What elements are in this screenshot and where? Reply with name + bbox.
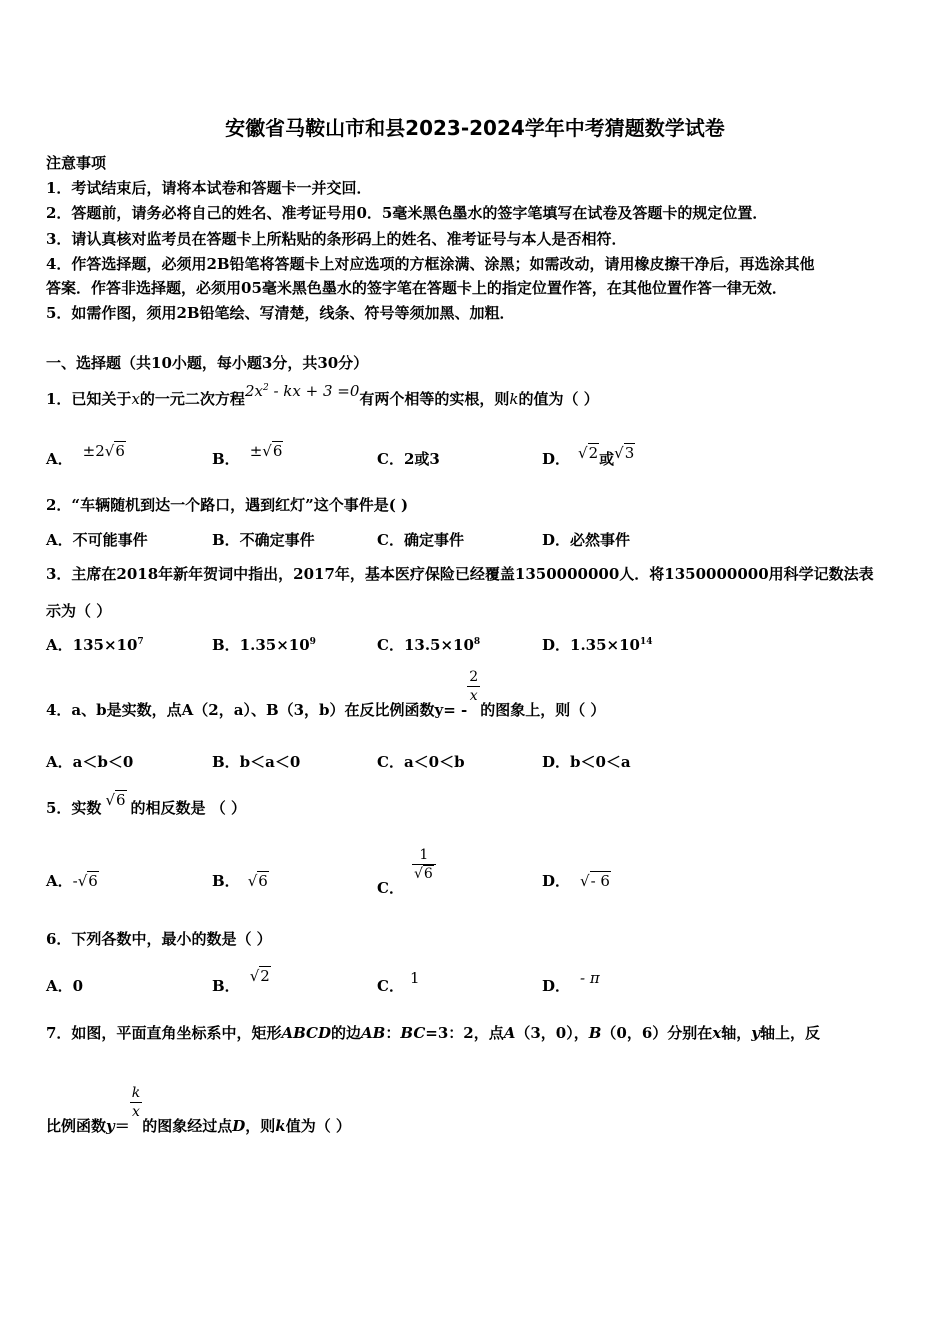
pm: ±: [249, 442, 263, 460]
option-value: ±2√6: [82, 442, 125, 460]
q7-text: ：: [385, 1024, 401, 1042]
q1-var: x: [131, 390, 140, 408]
note-item: 答案．作答非选择题，必须用05毫米黑色墨水的签字笔在答题卡上的指定位置作答，在其他位置作答一律无效．: [46, 279, 787, 297]
q7-text: 比例函数: [46, 1116, 107, 1135]
option-b[interactable]: [212, 442, 283, 469]
option-label: D．: [542, 977, 571, 995]
q5-text: 5．实数: [46, 799, 102, 817]
note-item: 5．如需作图，须用2B铅笔绘、写清楚，线条、符号等须加黑、加粗．: [46, 304, 515, 322]
option-value: √- 6: [580, 872, 610, 890]
question-1: [46, 382, 599, 409]
option-d[interactable]: [542, 634, 653, 655]
exponent: 9: [309, 637, 316, 647]
radicand: 6: [88, 872, 98, 890]
q4-text: 的图象上，则（ ）: [480, 700, 606, 719]
option-d[interactable]: D．必然事件: [542, 531, 631, 549]
q7-var: B: [588, 1024, 602, 1042]
q7-text: ，则: [245, 1116, 276, 1135]
option-c[interactable]: [377, 846, 436, 897]
option-a[interactable]: A．a＜b＜0: [46, 753, 134, 771]
q7-text: 值为（ ）: [285, 1116, 351, 1135]
radicand: 6: [116, 791, 126, 809]
option-text: C．13.5×10: [377, 636, 474, 654]
q1-text: 的值为（ ）: [518, 390, 599, 408]
option-label: C．: [377, 977, 404, 995]
eq-part: - kx + 3 =0: [268, 382, 360, 400]
q7-var: ABCD: [281, 1024, 331, 1042]
question-3: 3．主席在2018年新年贺词中指出，2017年，基本医疗保险已经覆盖1350000000人．将1350000000用科学记数法表: [46, 565, 874, 583]
option-a[interactable]: [46, 870, 99, 891]
option-label: A．: [46, 872, 73, 890]
section-heading: 一、选择题（共10小题，每小题3分，共30分）: [46, 354, 369, 372]
option-label: D．: [542, 872, 571, 890]
radicand: - 6: [590, 872, 610, 890]
option-value: √3: [614, 444, 635, 462]
q7-text: 轴上，反: [759, 1024, 820, 1042]
option-value: 1: [409, 969, 420, 987]
q1-text: 的一元二次方程: [139, 390, 245, 408]
sqrt-value: √6: [105, 791, 126, 809]
denominator: x: [132, 1104, 140, 1120]
q1-text: 有两个相等的实根，则: [359, 390, 510, 408]
numerator: 1: [412, 846, 436, 865]
option-a[interactable]: [46, 442, 126, 469]
option-text: A．135×10: [46, 636, 138, 654]
question-4: [46, 668, 606, 719]
q7-text: 轴，: [721, 1024, 752, 1042]
page-title: 安徽省马鞍山市和县2023-2024学年中考猜题数学试卷: [225, 116, 725, 140]
q1-text: 1．已知关于: [46, 390, 132, 408]
q1-var: k: [509, 390, 519, 408]
note-item: 4．作答选择题，必须用2B铅笔将答题卡上对应选项的方框涂满、涂黑；如需改动，请用橡皮擦干净后，再选涂其他: [46, 255, 815, 273]
option-value: √6: [77, 872, 98, 890]
denominator: x: [469, 688, 478, 704]
radicand: 6: [272, 442, 283, 460]
q7-text: （3，0），: [515, 1024, 589, 1042]
exponent: 14: [639, 637, 653, 647]
option-text: D．1.35×10: [542, 636, 640, 654]
option-text: B．1.35×10: [212, 636, 310, 654]
option-c[interactable]: [377, 969, 420, 996]
option-c[interactable]: C．确定事件: [377, 531, 464, 549]
option-value: - π: [580, 969, 600, 987]
question-7-cont: [46, 1084, 351, 1135]
radicand: 6: [258, 872, 268, 890]
option-b[interactable]: [212, 967, 271, 996]
fraction: [412, 846, 436, 883]
radicand: 3: [624, 444, 635, 462]
note-item: 3．请认真核对监考员在答题卡上所粘贴的条形码上的姓名、准考证号与本人是否相符．: [46, 230, 627, 248]
pm: ±2: [82, 442, 105, 460]
q7-var: y: [106, 1116, 115, 1135]
exponent: 8: [473, 637, 481, 647]
option-a[interactable]: A．不可能事件: [46, 531, 148, 549]
q7-var: y: [751, 1024, 760, 1042]
option-b[interactable]: [212, 634, 316, 655]
q5-text: 的相反数是 （ ）: [130, 799, 246, 817]
q7-text: （0，6）分别在: [601, 1024, 713, 1042]
or-text: 或: [599, 450, 615, 468]
option-a[interactable]: [46, 634, 144, 655]
option-label: B．: [212, 977, 240, 995]
exponent: 7: [137, 637, 144, 647]
radicand: 2: [260, 967, 270, 985]
radicand: 6: [115, 442, 125, 460]
fraction: [467, 668, 480, 705]
q7-var: A: [503, 1024, 516, 1042]
option-label: A．: [46, 450, 73, 468]
eq-part: 2x: [244, 382, 263, 400]
fraction: [130, 1084, 142, 1121]
question-7: [46, 1022, 820, 1043]
option-b[interactable]: B．不确定事件: [212, 531, 315, 549]
option-d[interactable]: D．b＜0＜a: [542, 753, 631, 771]
q7-text: =3：2，点: [425, 1024, 504, 1042]
note-item: 2．答题前，请务必将自己的姓名、准考证号用0．5毫米黑色墨水的签字笔填写在试卷及答题卡的规定位置．: [46, 204, 768, 222]
option-label: B．: [212, 450, 240, 468]
radicand: 2: [588, 444, 599, 462]
option-value: √2: [249, 967, 270, 985]
radicand: 6: [423, 866, 433, 882]
q7-var: D: [232, 1116, 246, 1135]
q7-var: k: [275, 1116, 286, 1135]
q7-var: x: [712, 1024, 722, 1042]
numerator: 2: [469, 669, 479, 685]
q7-text: ＝: [114, 1116, 130, 1135]
q7-text: 的边: [331, 1024, 362, 1042]
option-d[interactable]: [542, 444, 635, 469]
q7-var: BC: [400, 1024, 426, 1042]
option-value: √2: [578, 444, 599, 462]
option-label: C．: [377, 878, 404, 897]
option-c[interactable]: [377, 634, 480, 655]
note-item: 1．考试结束后，请将本试卷和答题卡一并交回．: [46, 179, 372, 197]
eq-sup: 2: [262, 383, 269, 393]
q4-text: 4．a、b是实数，点A（2，a）、B（3，b）在反比例函数y= -: [46, 700, 468, 719]
option-c[interactable]: C．2或3: [377, 450, 440, 468]
option-value: √6: [247, 872, 268, 890]
option-d[interactable]: [542, 969, 600, 996]
q7-text: 的图象经过点: [142, 1116, 233, 1135]
option-a[interactable]: A．0: [46, 977, 84, 995]
notes-heading: 注意事项: [46, 154, 107, 172]
question-6: 6．下列各数中，最小的数是（ ）: [46, 930, 272, 948]
q7-var: AB: [361, 1024, 386, 1042]
option-value: ±√6: [249, 442, 283, 460]
q7-text: 7．如图，平面直角坐标系中，矩形: [46, 1024, 282, 1042]
option-c[interactable]: C．a＜0＜b: [377, 753, 465, 771]
minus: -: [72, 872, 78, 890]
option-b[interactable]: [212, 870, 269, 891]
question-5: [46, 791, 246, 818]
denominator: √6: [413, 866, 433, 882]
option-b[interactable]: B．b＜a＜0: [212, 753, 301, 771]
option-label: B．: [212, 872, 240, 890]
question-2: 2．“车辆随机到达一个路口，遇到红灯”这个事件是( ): [46, 496, 409, 514]
option-d[interactable]: [542, 870, 611, 891]
question-3-cont: 示为（ ）: [46, 602, 112, 620]
option-label: D．: [542, 450, 571, 468]
q1-equation: [245, 382, 359, 400]
numerator: k: [131, 1085, 141, 1101]
